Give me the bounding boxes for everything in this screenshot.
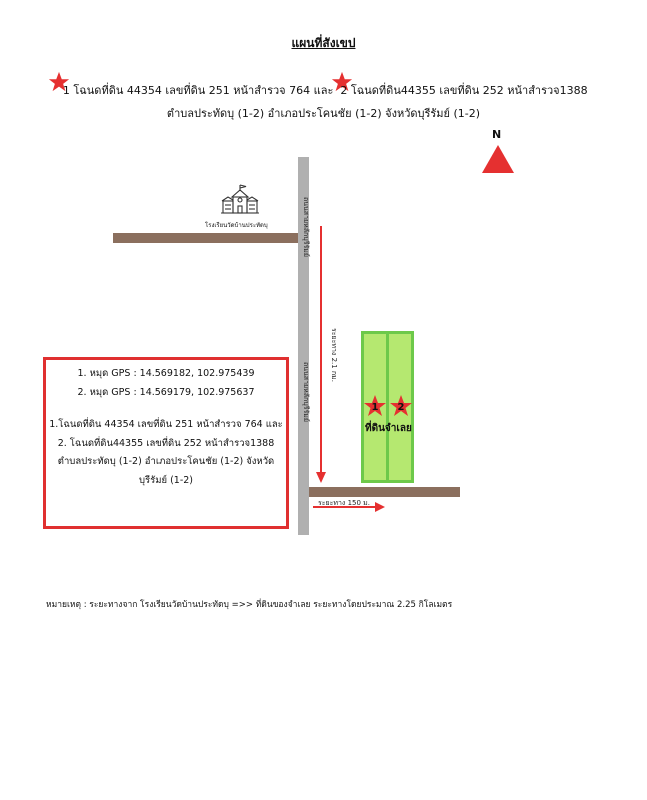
road-to-land bbox=[309, 487, 460, 497]
gps-2: 2. หมุด GPS : 14.569179, 102.975637 bbox=[77, 386, 255, 398]
deed-line-4: บุรีรัมย์ (1-2) bbox=[138, 474, 193, 486]
header-deed-2: โฉนดที่ดิน44355 เลขที่ดิน 252 หน้าสำรวจ1388 bbox=[350, 84, 588, 97]
deed-line-3: ตำบลประทัดบุ (1-2) อำเภอประโคนชัย (1-2) จังหวัด bbox=[57, 456, 275, 468]
svg-text:2: 2 bbox=[397, 402, 405, 413]
gps-1: 1. หมุด GPS : 14.569182, 102.975439 bbox=[77, 368, 255, 379]
header-line-1 bbox=[0, 81, 647, 99]
north-label: N bbox=[492, 128, 502, 141]
marker-2-star-icon bbox=[389, 394, 413, 418]
road-to-school bbox=[113, 233, 301, 243]
road-label-upper: ถนนสายหลักบุรีรัมย์ bbox=[302, 197, 310, 257]
star-marker-2: 2 bbox=[337, 84, 351, 97]
marker-1-star-icon bbox=[363, 394, 387, 418]
header-line-2: ตำบลประทัดบุ (1-2) อำเภอประโคนชัย (1-2) จังหวัดบุรีรัมย์ (1-2) bbox=[166, 107, 481, 120]
vertical-distance-label: ระยะทาง 2.1 กม. bbox=[330, 328, 338, 383]
page-title: แผนที่สังเขป bbox=[291, 36, 356, 50]
horizontal-distance-arrow bbox=[313, 501, 386, 513]
deed-line-2: 2. โฉนดที่ดิน44355 เลขที่ดิน 252 หน้าสำรวจ1388 bbox=[57, 437, 275, 449]
star-marker-1: 1 bbox=[59, 84, 73, 97]
footnote: หมายเหตุ : ระยะทางจาก โรงเรียนวัดบ้านประทัดบุ =>> ที่ดินของจำเลย ระยะทางโดยประมาณ 2.25 กิโลเมตร bbox=[46, 600, 453, 610]
road-label-lower: ถนนสายหลักบุรีรัมย์ bbox=[302, 362, 310, 422]
north-arrow-icon bbox=[481, 144, 515, 174]
school-label: โรงเรียนวัดบ้านประทัดบุ bbox=[205, 222, 268, 229]
land-label: ที่ดินจำเลย bbox=[365, 423, 412, 434]
deed-line-1: 1.โฉนดที่ดิน 44354 เลขที่ดิน 251 หน้าสำรวจ 764 และ bbox=[49, 419, 283, 431]
horizontal-distance-label: ระยะทาง 150 ม. bbox=[318, 499, 370, 507]
vertical-distance-arrow bbox=[315, 226, 327, 484]
svg-text:1: 1 bbox=[371, 402, 379, 413]
school-icon bbox=[221, 183, 259, 217]
info-box bbox=[43, 357, 289, 529]
header-deed-1: โฉนดที่ดิน 44354 เลขที่ดิน 251 หน้าสำรวจ 764 และ bbox=[73, 84, 334, 97]
